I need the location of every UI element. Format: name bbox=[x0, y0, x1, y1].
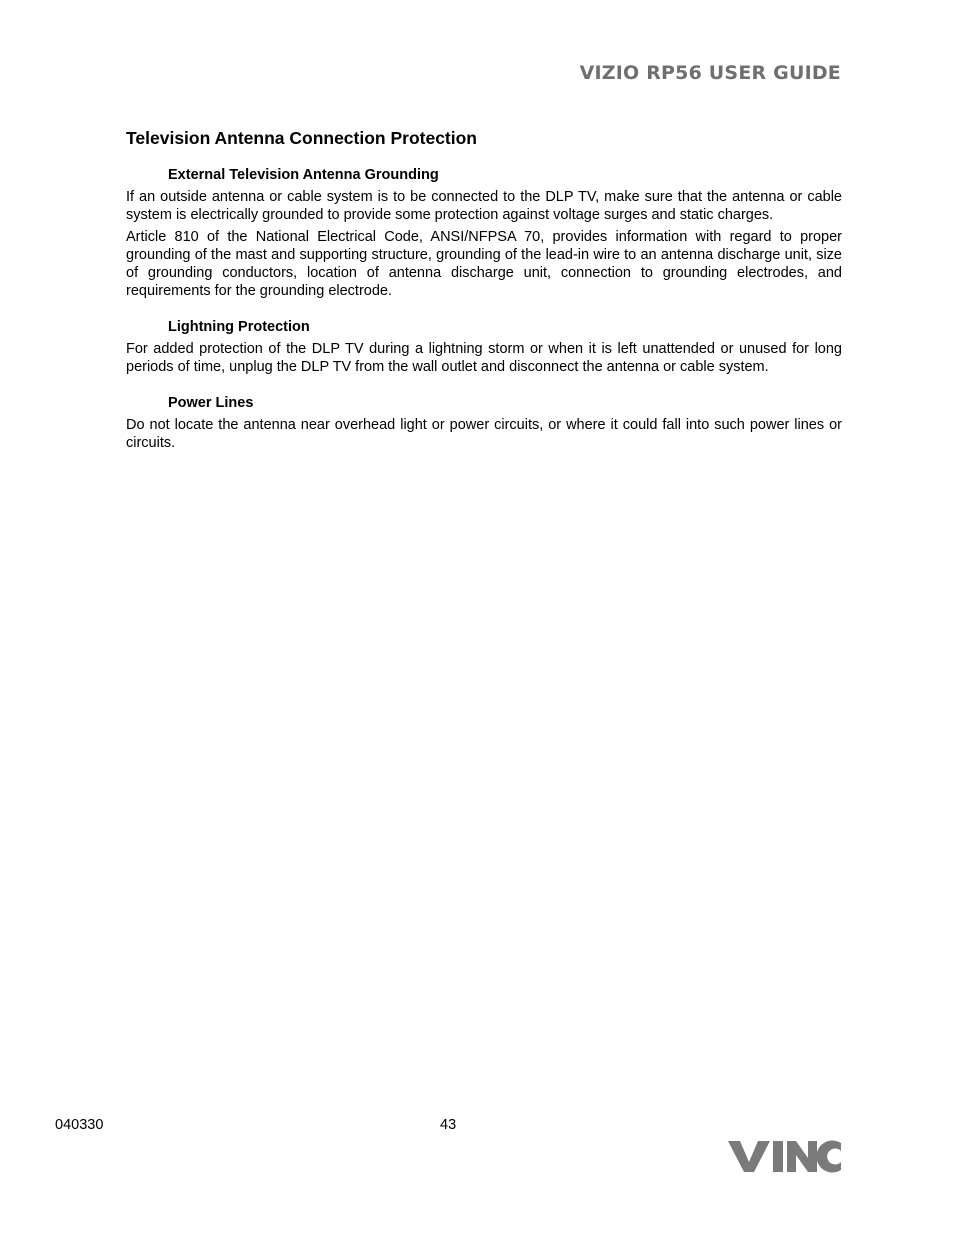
paragraph: Article 810 of the National Electrical Code, ANSI/NFPSA 70, provides information with regard to proper grounding of the mast and supporting structure, grounding of the lead-in wire to an antenna discharge unit, size of grounding conductors, location of antenna discharge unit, connection to grounding electrodes, and requirements for the grounding electrode. bbox=[126, 229, 842, 299]
subsection-heading: Power Lines bbox=[168, 395, 254, 411]
document-header-title: VIZIO RP56 USER GUIDE bbox=[579, 62, 841, 84]
subsection-power-lines bbox=[126, 394, 842, 452]
document-code: 040330 bbox=[55, 1117, 104, 1133]
subsection-heading: Lightning Protection bbox=[168, 319, 310, 335]
page-content bbox=[126, 127, 842, 470]
page-number: 43 bbox=[440, 1117, 457, 1133]
paragraph: Do not locate the antenna near overhead light or power circuits, or where it could fall into such power lines or circuits. bbox=[126, 417, 842, 451]
subsection-antenna-grounding bbox=[126, 166, 842, 300]
subsection-lightning-protection bbox=[126, 318, 842, 376]
section-heading: Television Antenna Connection Protection bbox=[126, 128, 477, 148]
paragraph: If an outside antenna or cable system is to be connected to the DLP TV, make sure that the antenna or cable system is electrically grounded to provide some protection against voltage surges and static charges. bbox=[126, 189, 842, 223]
subsection-heading: External Television Antenna Grounding bbox=[168, 167, 439, 183]
vinc-logo bbox=[728, 1139, 842, 1173]
paragraph: For added protection of the DLP TV during a lightning storm or when it is left unattended or unused for long periods of time, unplug the DLP TV from the wall outlet and disconnect the antenna or cable system. bbox=[126, 341, 842, 375]
